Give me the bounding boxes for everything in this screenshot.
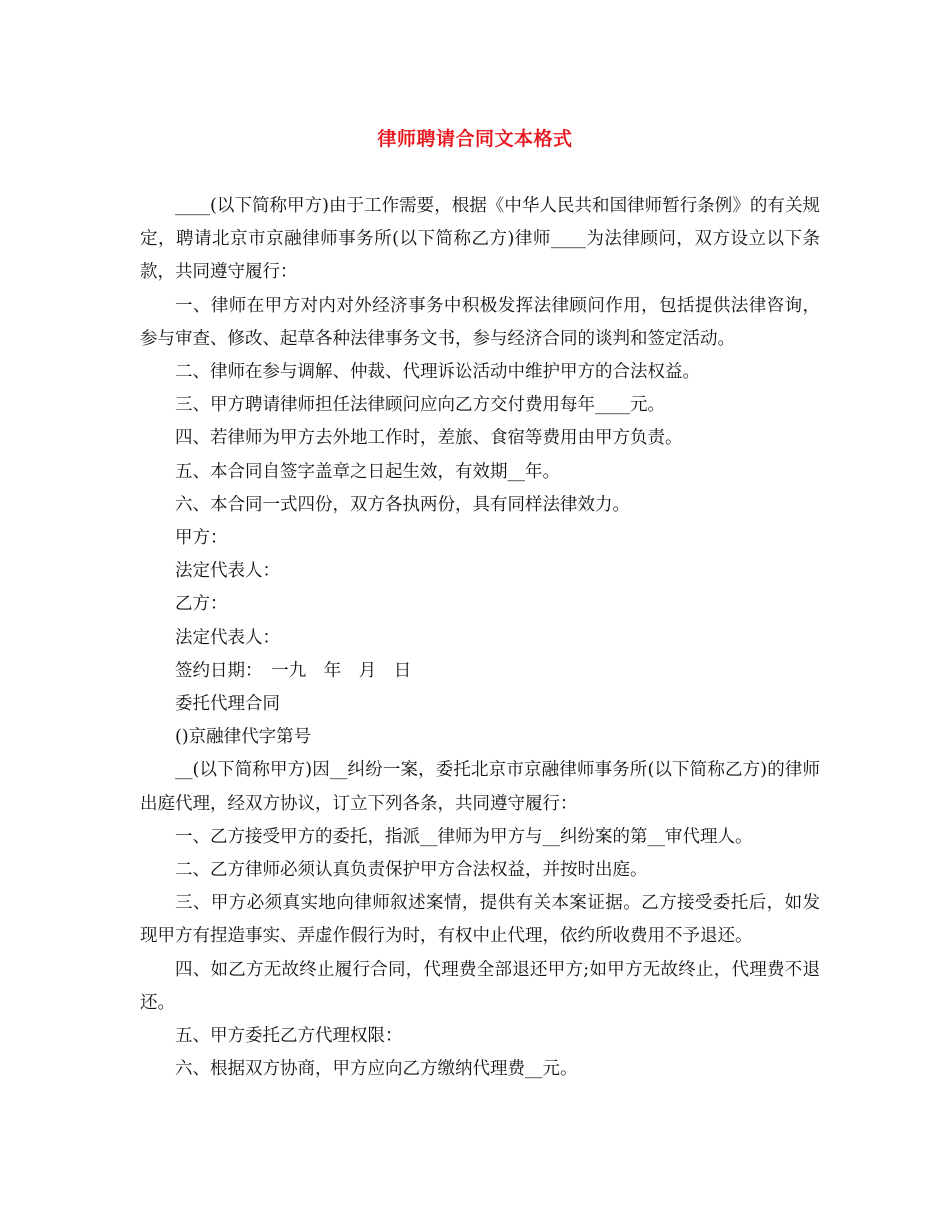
party-a-representative: 法定代表人：	[175, 561, 280, 582]
contract-number: ()京融律代字第号	[175, 727, 312, 748]
paragraph-clause-5: 五、本合同自签字盖章之日起生效，有效期__年。	[175, 461, 560, 482]
paragraph-agency-clause-3: 三、甲方必须真实地向律师叙述案情，提供有关本案证据。乙方接受委托后，如发现甲方有捏造事实、弄虚作假行为时，有权中止代理，依约所收费用不予退还。	[140, 893, 820, 947]
section-heading-agency-contract: 委托代理合同	[175, 694, 280, 715]
paragraph-agency-clause-1: 一、乙方接受甲方的委托，指派__律师为甲方与__纠纷案的第__审代理人。	[175, 826, 753, 847]
party-b-representative: 法定代表人：	[175, 627, 280, 648]
paragraph-clause-1: 一、律师在甲方对内对外经济事务中积极发挥法律顾问作用，包括提供法律咨询，参与审查、修改、起草各种法律事务文书，参与经济合同的谈判和签定活动。	[140, 295, 820, 349]
signing-date: 签约日期： 一九 年 月 日	[175, 660, 412, 681]
paragraph-agency-clause-2: 二、乙方律师必须认真负责保护甲方合法权益，并按时出庭。	[175, 860, 648, 881]
paragraph-agency-clause-4: 四、如乙方无故终止履行合同，代理费全部退还甲方;如甲方无故终止，代理费不退还。	[140, 959, 820, 1013]
party-a-label: 甲方：	[175, 528, 228, 549]
paragraph-intro: ____(以下简称甲方)由于工作需要，根据《中华人民共和国律师暂行条例》的有关规定，聘请北京市京融律师事务所(以下简称乙方)律师____为法律顾问，双方设立以下条款，共同遵守履行：	[140, 196, 820, 283]
paragraph-agency-clause-6: 六、根据双方协商，甲方应向乙方缴纳代理费__元。	[175, 1059, 578, 1080]
document-body	[140, 190, 820, 1086]
document-title: 律师聘请合同文本格式	[377, 128, 573, 150]
party-b-label: 乙方：	[175, 594, 228, 615]
paragraph-agency-clause-5: 五、甲方委托乙方代理权限：	[175, 1026, 403, 1047]
paragraph-clause-3: 三、甲方聘请律师担任法律顾问应向乙方交付费用每年____元。	[175, 395, 665, 416]
paragraph-clause-2: 二、律师在参与调解、仲裁、代理诉讼活动中维护甲方的合法权益。	[175, 362, 700, 383]
paragraph-clause-6: 六、本合同一式四份，双方各执两份，具有同样法律效力。	[175, 494, 630, 515]
paragraph-clause-4: 四、若律师为甲方去外地工作时，差旅、食宿等费用由甲方负责。	[175, 428, 683, 449]
paragraph-agency-intro: __(以下简称甲方)因__纠纷一案，委托北京市京融律师事务所(以下简称乙方)的律师出庭代理，经双方协议，订立下列各条，共同遵守履行：	[140, 760, 820, 814]
